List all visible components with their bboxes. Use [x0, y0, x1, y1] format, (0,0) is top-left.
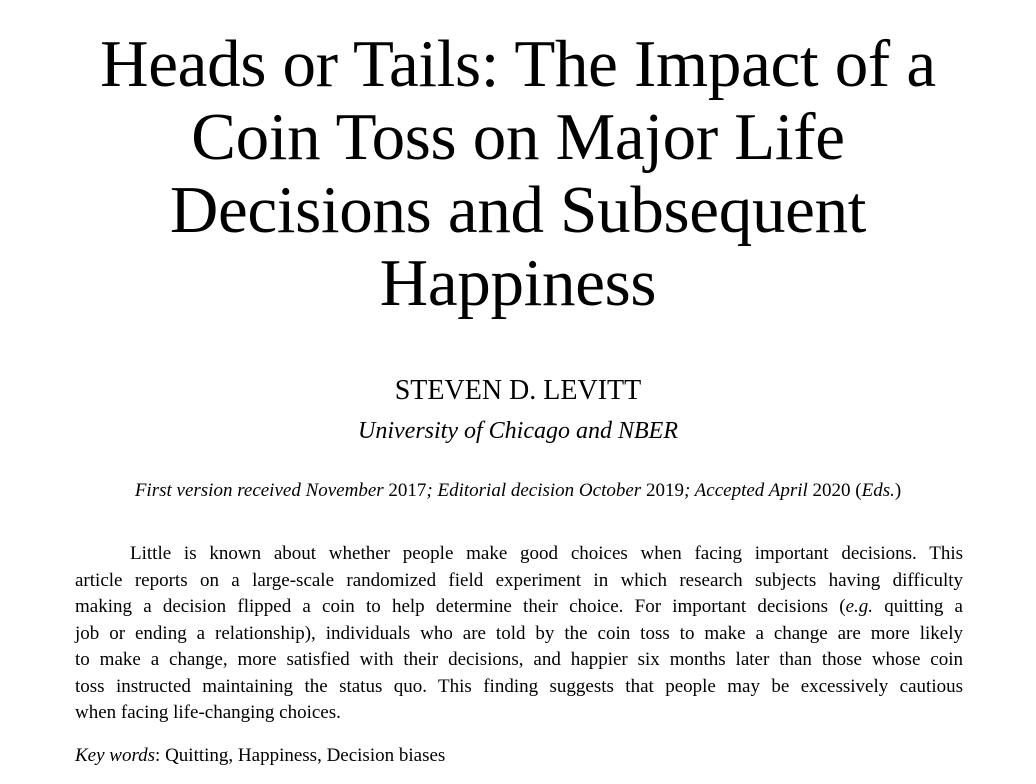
abstract-line: toss instructed maintaining the status quo. This finding suggests that people may be excessively cautious	[75, 675, 963, 697]
history-editorial-label: ; Editorial decision October	[426, 480, 642, 501]
history-eds-label: Eds.	[861, 480, 895, 501]
history-eds-close: )	[894, 480, 902, 501]
abstract-line: article reports on a large-scale randomized field experiment in which research subjects having difficulty	[75, 569, 963, 591]
history-eds-open: (	[855, 480, 862, 501]
author-name: STEVEN D. LEVITT	[394, 375, 642, 406]
abstract-line: Little is known about whether people make good choices when facing important decisions. This	[130, 543, 963, 564]
history-first-year: 2017	[388, 480, 427, 501]
keywords-terms: Quitting, Happiness, Decision biases	[165, 745, 446, 766]
title-line-4: Happiness	[379, 246, 657, 320]
keywords-separator: :	[155, 745, 166, 766]
abstract-line: to make a change, more satisfied with their decisions, and happier six months later than those whose coin	[75, 649, 963, 670]
paper-title	[0, 28, 1036, 320]
abstract	[75, 541, 963, 727]
abstract-emphasis: e.g.	[845, 596, 874, 617]
keywords	[75, 744, 445, 768]
history-editorial-year: 2019	[645, 480, 684, 501]
title-line-1: Heads or Tails: The Impact of a	[100, 27, 936, 101]
abstract-line: job or ending a relationship), individuals who are told by the coin toss to make a change are more likely	[75, 622, 963, 644]
abstract-line: when facing life-changing choices.	[75, 702, 341, 723]
history-accepted-label: ; Accepted April	[683, 480, 808, 501]
title-line-2: Coin Toss on Major Life	[191, 100, 845, 174]
author-affiliation: University of Chicago and NBER	[358, 418, 678, 444]
title-line-3: Decisions and Subsequent	[169, 173, 867, 247]
history-accepted-year: 2020	[812, 480, 851, 501]
submission-history	[0, 479, 1036, 503]
keywords-label: Key words	[75, 745, 156, 766]
history-first-label: First version received November	[134, 480, 384, 501]
abstract-line: making a decision flipped a coin to help determine their choice. For important decisions (e.g. quitting a	[75, 596, 963, 617]
